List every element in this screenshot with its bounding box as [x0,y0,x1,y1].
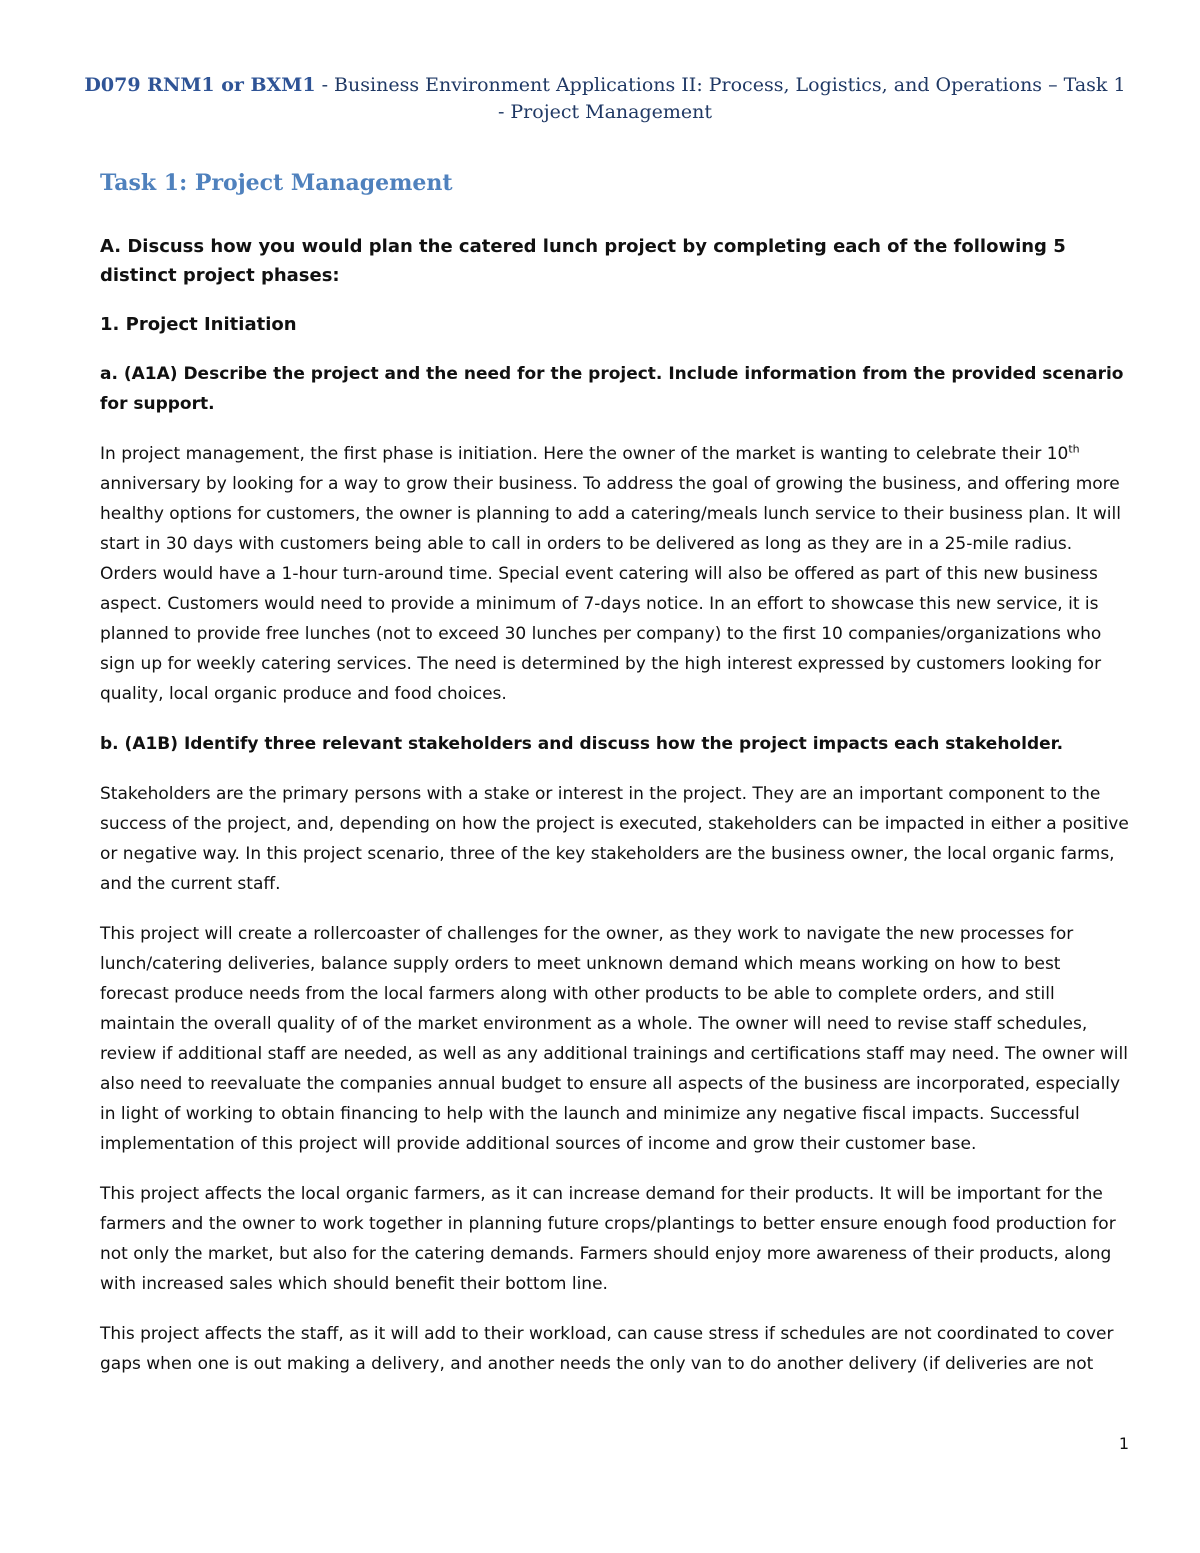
answer-a1b-paragraph-4: This project affects the staff, as it will add to their workload, can cause stress if schedules are not coordinated to cover gaps when one is out making a delivery, and another needs the only van to do another delivery (if deliveries are not [100,1324,1114,1374]
document-header [80,72,1130,126]
task-title: Task 1: Project Management [100,170,453,196]
document-body [100,232,1130,1399]
question-a1a: a. (A1A) Describe the project and the need for the project. Include information from the provided scenario for support. [100,364,1124,414]
answer-a1a-text-end: anniversary by looking for a way to grow their business. To address the goal of growing the business, and offering more healthy options for customers, the owner is planning to add a catering/meals lunch service to their business plan. It will start in 30 days with customers being able to call in orders to be delivered as long as they are in a 25-mile radius. Orders would have a 1-hour turn-around time. Special event catering will also be offered as part of this new business aspect. Customers would need to provide a minimum of 7-days notice. In an effort to showcase this new service, it is planned to provide free lunches (not to exceed 30 lunches per company) to the first 10 companies/organizations who sign up for weekly catering services. The need is determined by the high interest expressed by customers looking for quality, local organic produce and food choices. [100,474,1121,704]
answer-a1b-paragraph-2: This project will create a rollercoaster of challenges for the owner, as they work to navigate the new processes for lunch/catering deliveries, balance supply orders to meet unknown demand which means working on how to best forecast produce needs from the local farmers along with other products to be able to complete orders, and still maintain the overall quality of of the market environment as a whole. The owner will need to revise staff schedules, review if additional staff are needed, as well as any additional trainings and certifications staff may need. The owner will also need to reevaluate the companies annual budget to ensure all aspects of the business are incorporated, especially in light of working to obtain financing to help with the launch and minimize any negative fiscal impacts. Successful implementation of this project will provide additional sources of income and grow their customer base. [100,924,1128,1154]
question-a1b: b. (A1B) Identify three relevant stakeholders and discuss how the project impacts each stakeholder. [100,734,1064,754]
course-code: D079 RNM1 or BXM1 [84,74,316,96]
answer-a1a-paragraph [100,439,1130,709]
section-a-question: A. Discuss how you would plan the catered lunch project by completing each of the following 5 distinct project phases: [100,236,1066,286]
answer-a1b-paragraph-3: This project affects the local organic farmers, as it can increase demand for their products. It will be important for the farmers and the owner to work together in planning future crops/plantings to better ensure enough food production for not only the market, but also for the catering demands. Farmers should enjoy more awareness of their products, along with increased sales which should benefit their bottom line. [100,1184,1116,1294]
page-number: 1 [1118,1434,1129,1453]
answer-a1b-paragraph-1: Stakeholders are the primary persons with a stake or interest in the project. They are an important component to the success of the project, and, depending on how the project is executed, stakeholders can be impacted in either a positive or negative way. In this project scenario, three of the key stakeholders are the business owner, the local organic farms, and the current staff. [100,784,1129,894]
ordinal-superscript: th [1068,442,1080,456]
answer-a1a-text-start: In project management, the first phase is initiation. Here the owner of the market is wanting to celebrate their 10 [100,444,1069,464]
phase-1-heading: 1. Project Initiation [100,314,297,335]
course-title: - Business Environment Applications II: Process, Logistics, and Operations – Task 1 - Project Management [315,74,1126,123]
